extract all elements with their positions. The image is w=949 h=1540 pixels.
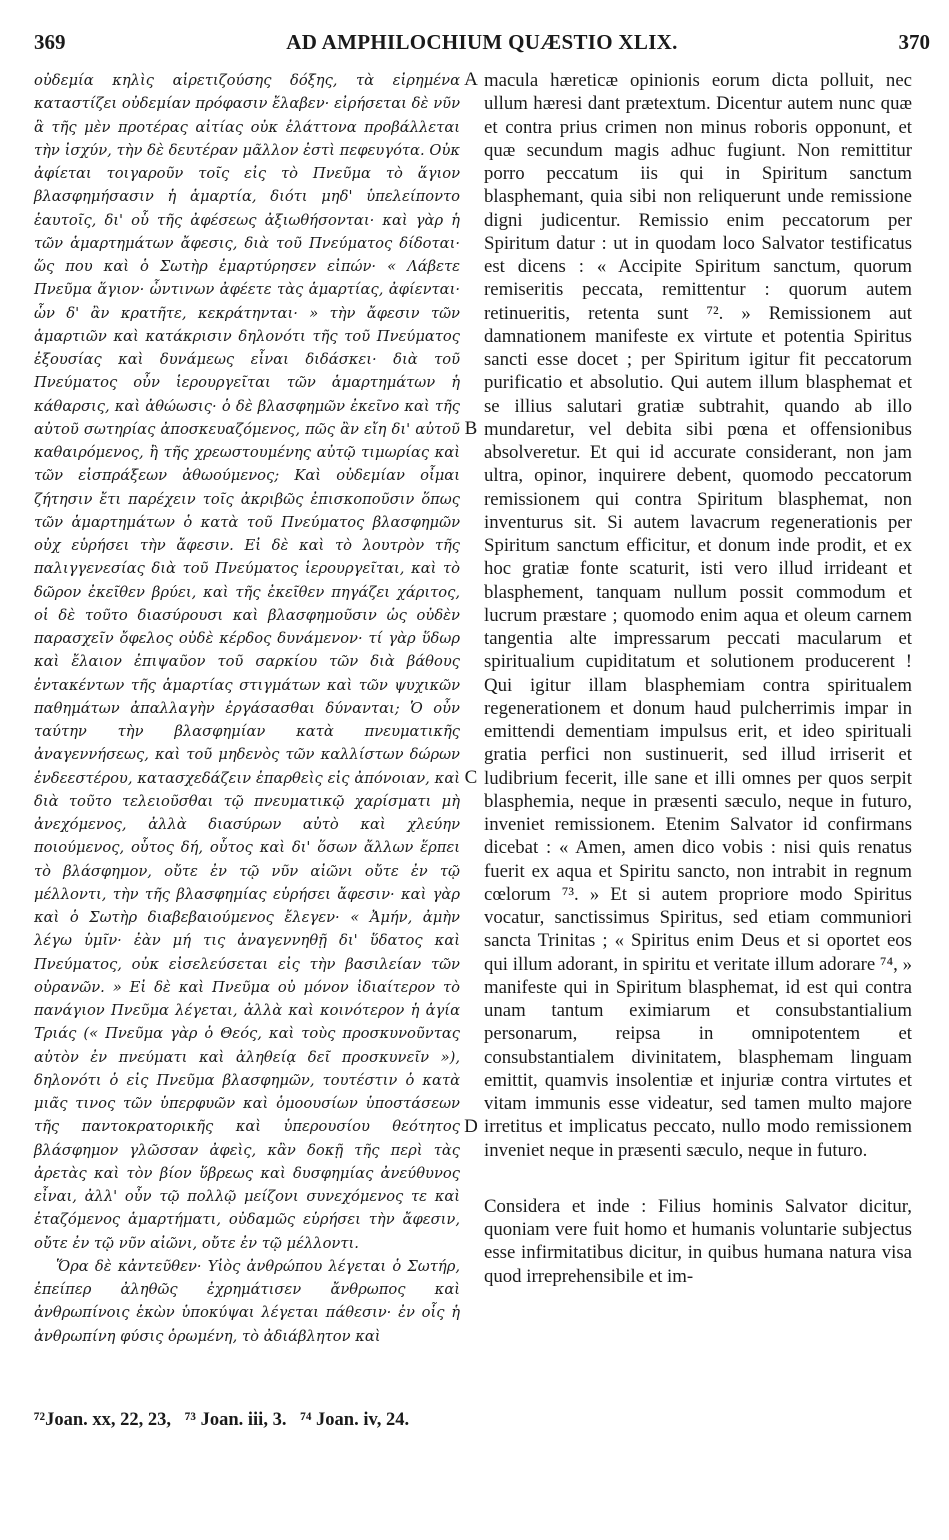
margin-letter-c: C: [464, 767, 478, 788]
margin-letter-b: B: [464, 418, 478, 439]
greek-paragraph-2: Ὅρα δὲ κἀντεῦθεν· Υἱὸς ἀνθρώπου λέγεται ὁ Σωτήρ, ἐπείπερ ἀληθῶς ἐχρημάτισεν ἄνθρωπος καὶ ἀνθρωπίνοις ἑκὼν ὑποκύψαι λέγεται πάθεσιν· ἐν οἷς ἡ ἀνθρωπίνη φύσις ὁρωμένη, τὸ ἀδιάβλητον καὶ: [34, 1257, 460, 1345]
footnote-72: ⁷²Joan. xx, 22, 23,: [34, 1410, 172, 1430]
latin-column: [484, 69, 912, 1288]
footnote-73: ⁷³ Joan. iii, 3.: [184, 1410, 287, 1430]
running-header: [34, 30, 930, 60]
greek-paragraph-1: οὐδεμία κηλὶς αἱρετιζούσης δόξης, τὰ εἰρημένα καταστίζει οὐδεμίαν πρόφασιν ἔλαβεν· εἰρήσεται δὲ νῦν ἃ τῆς μὲν προτέρας αἰτίας οὐκ ἐλάττονα προβάλλεται τὴν ἰσχύν, τὴν δὲ δευτέραν μᾶλλον ἐστὶ πεφευγότα. Οὐκ ἀφίεται τοιγαροῦν τοῖς εἰς τὸ Πνεῦμα τὸ ἅγιον βλασφημήσασιν ἡ ἁμαρτία, διότι μηδ' ὑπελείποντο ἑαυτοῖς, δι' οὗ τῆς ἀφέσεως ἀξιωθήσονται· καὶ γὰρ ἡ τῶν ἁμαρτημάτων ἄφεσις, διὰ τοῦ Πνεύματος δίδοται· ὥς που καὶ ὁ Σωτὴρ ἐμαρτύρησεν εἰπών· « Λάβετε Πνεῦμα ἅγιον· ὧντινων ἀφέετε τὰς ἁμαρτίας, ἀφίενται· ὧν δ' ἂν κρατῆτε, κεκράτηνται· » τὴν ἄφεσιν τῶν ἁμαρτιῶν καὶ κατάκρισιν δηλονότι τῆς τοῦ Πνεύματος ἐξουσίας καὶ δυνάμεως εἶναι διδάσκει· διὰ τοῦ Πνεύματος οὖν ἱερουργεῖται τῶν ἁμαρτημάτων ἡ κάθαρσις, καὶ ἀθώωσις· ὁ δὲ βλασφημῶν ἐκεῖνο καὶ τῆς αὐτοῦ σωτηρίας ἀποσκευαζόμενος, πῶς ἂν εἴη δι' αὐτοῦ καθαιρόμενος, ἢ τῆς χρεωστουμένης αὐτῷ τιμωρίας καὶ τῶν εἰσπράξεων ἀθωούμενος; Καὶ οὐδεμίαν οἶμαι ζήτησιν ἔτι παρέχειν τοῖς ἀκριβῶς ἐπισκοποῦσιν ὅπως τῶν ἁμαρτημάτων ὁ κατὰ τοῦ Πνεύματος βλασφημῶν οὐχ εὑρήσει τὴν ἄφεσιν. Εἰ δὲ καὶ τὸ λουτρὸν τῆς παλιγγενεσίας διὰ τοῦ Πνεύματος ἱερουργεῖται, καὶ τὸ δῶρον ἐκεῖθεν βρύει, καὶ τῆς ἐκεῖθεν πηγάζει χάριτος, οἱ δὲ τοῦτο διασύρουσι καὶ βλασφημοῦσιν ὡς οὐδὲν παρασχεῖν ὄφελος οὐδὲ κέρδος δυνάμενον· τί γὰρ ὕδωρ καὶ ἔλαιον ἐπιψαῦον τοῦ σαρκίου τῶν διὰ βάθους ἐντακέντων τῆς ἁμαρτίας στιγμάτων καὶ τῶν ψυχικῶν παθημάτων ἀπαλλαγὴν ἐργάσασθαι δύνανται; Ὁ οὖν ταύτην τὴν βλασφημίαν κατὰ πνευματικῆς ἀναγεννήσεως, καὶ τοῦ μηδενὸς τῶν καλλίστων δώρων ἐνδεεστέρου, κατασχεδάζειν ἐπαρθεὶς εἰς ἀπόνοιαν, καὶ διὰ τοῦτο τελειοῦσθαι τῷ πνευματικῷ χαρίσματι μὴ ἀνεχόμενος, ἀλλὰ διασύρων αὐτὸ καὶ χλεύην ποιούμενος, οὗτος δή, οὗτος καὶ δι' ὅσων ἄλλων ἕρπει τὸ βλάσφημον, οὔτε ἐν τῷ νῦν αἰῶνι οὔτε ἐν τῷ μέλλοντι, τὴν τῆς βλασφημίας εὑρήσει ἄφεσιν· καὶ γὰρ καὶ ὁ Σωτὴρ διαβεβαιούμενος ἔλεγεν· « Ἀμήν, ἀμὴν λέγω ὑμῖν· ἐὰν μή τις ἀναγεννηθῇ δι' ὕδατος καὶ Πνεύματος, οὐκ εἰσελεύσεται εἰς τὴν βασιλείαν τῶν οὐρανῶν. » Εἰ δὲ καὶ Πνεῦμα οὐ μόνον ἰδιαίτερον τὸ πανάγιον Πνεῦμα λέγεται, ἀλλὰ καὶ κοινότερον ἡ ἁγία Τριάς (« Πνεῦμα γὰρ ὁ Θεός, καὶ τοὺς προσκυνοῦντας αὐτὸν ἐν πνεύματι καὶ ἀληθείᾳ δεῖ προσκυνεῖν »), δηλονότι ὁ εἰς Πνεῦμα βλασφημῶν, τουτέστιν ὁ κατὰ μιᾶς τινος τῶν ὑπερφυῶν καὶ ὁμοουσίων ὑποστάσεων τῆς παντοκρατορικῆς καὶ ὑπερουσίου θεότητος βλάσφημον γλῶσσαν ἀφεὶς, κἂν δοκῇ τῆς περὶ τὰς ἀρετὰς καὶ τὸν βίον ὕβρεως καὶ δυσφημίας ἀνεύθυνος εἶναι, ἀλλ' οὖν τῷ πολλῷ μείζονι συνεχόμενος τε καὶ ἐταζόμενος ἁμαρτήματι, οὐδαμῶς εὑρήσει τὴν ἄφεσιν, οὔτε ἐν τῷ νῦν αἰῶνι, οὔτε ἐν τῷ μέλλοντι.: [34, 72, 460, 1252]
running-title: AD AMPHILOCHIUM QUÆSTIO XLIX.: [286, 30, 678, 54]
latin-paragraph-2: Considera et inde : Filius hominis Salvator dicitur, quoniam vere fuit homo et humanis voluntarie subjectus esse infirmitatibus dicitur, in quibus humana natura visa quod irreprehensibile et im-: [484, 1195, 912, 1287]
footnote-74: ⁷⁴ Joan. iv, 24.: [300, 1410, 410, 1430]
greek-column: [34, 69, 460, 1348]
latin-paragraph-1: macula hæreticæ opinionis eorum dicta polluit, nec ullum hæresi dant prætextum. Dicentur autem nunc quæ et contra prius crimen non minus roboris opponunt, et quæ secundum magis adhuc fugiunt. Non remittitur porro peccatum iis qui in Spiritum sanctum blasphemant, quia sibi non reliquerunt unde remissione digni judicentur. Remissio enim peccatorum per Spiritum datur : ut in quodam loco Salvator testificatus est dicens : « Accipite Spiritum sanctum, quorum remiseritis peccata, remittentur : quorum autem retinueritis, retenta sunt ⁷². » Remissionem aut damnationem manifeste ex virtute et potentia Spiritus sancti esse docet ; per Spiritum igitur fit peccatorum purificatio et absolutio. Qui autem illum blasphemat et se illius salutari gratiæ subtrahit, quando ab illo mundaretur, vel debita sibi pœna et offensionibus absolveretur. Et qui id accurate considerant, non jam ultra, opinor, inquirere debent, quomodo peccatorum remissionem qui contra Spiritum blasphemat, non inventurus sit. Si autem lavacrum regenerationis per Spiritum sanctum efficitur, et donum inde prodit, et ex hoc gratiæ fonte scaturit, isti vero illud irrideant et blasphement, tanquam nullum possit commodum et lucrum præstare ; quomodo enim aqua et oleum carnem tangentia alte impressarum peccati macularum et spiritualium cupiditatum et solutionem producerent ! Qui igitur illam blasphemiam contra spiritualem regenerationem et donum haud pulcherrimis impar in emittendi dementiam impulsus erit, et ideo spirituali gratia perfici non sustinuerit, sed illud irriserit et ludibrium fecerit, ille sane et illi omnes per quos serpit blasphemia, neque in præsenti sæculo, neque in futuro, inveniet remissionem. Etenim Salvator id confirmans dicebat : « Amen, amen dico vobis : nisi quis renatus fuerit ex aqua et Spiritu sancto, non intrabit in regnum cœlorum ⁷³. » Et si autem propriore modo Spiritus vocatur, sanctissimus Spiritus, sed etiam communiori sancta Trinitas ; « Spiritus enim Deus et si oportet eos qui illum adorant, in spiritu et veritate illum adorare ⁷⁴, » manifeste qui in Spiritum blasphemat, id est qui contra unam tantum eximiarum et consubstantialium personarum, reipsa in omnipotentem et consubstantialem divinitatem, blasphemam linguam emittit, quamvis insolentiæ et injuriæ contra virtutes et vitam immunis esse videatur, sed tamen multo majore irretitus et implicatus peccato, nullo modo remissionem inveniet neque in præsenti sæculo, neque in futuro.: [484, 70, 912, 1161]
margin-letter-a: A: [464, 69, 478, 90]
page-number-left: 369: [34, 30, 66, 54]
margin-letter-d: D: [464, 1116, 478, 1137]
footnotes: [34, 1410, 930, 1431]
page-number-right: 370: [898, 30, 930, 54]
